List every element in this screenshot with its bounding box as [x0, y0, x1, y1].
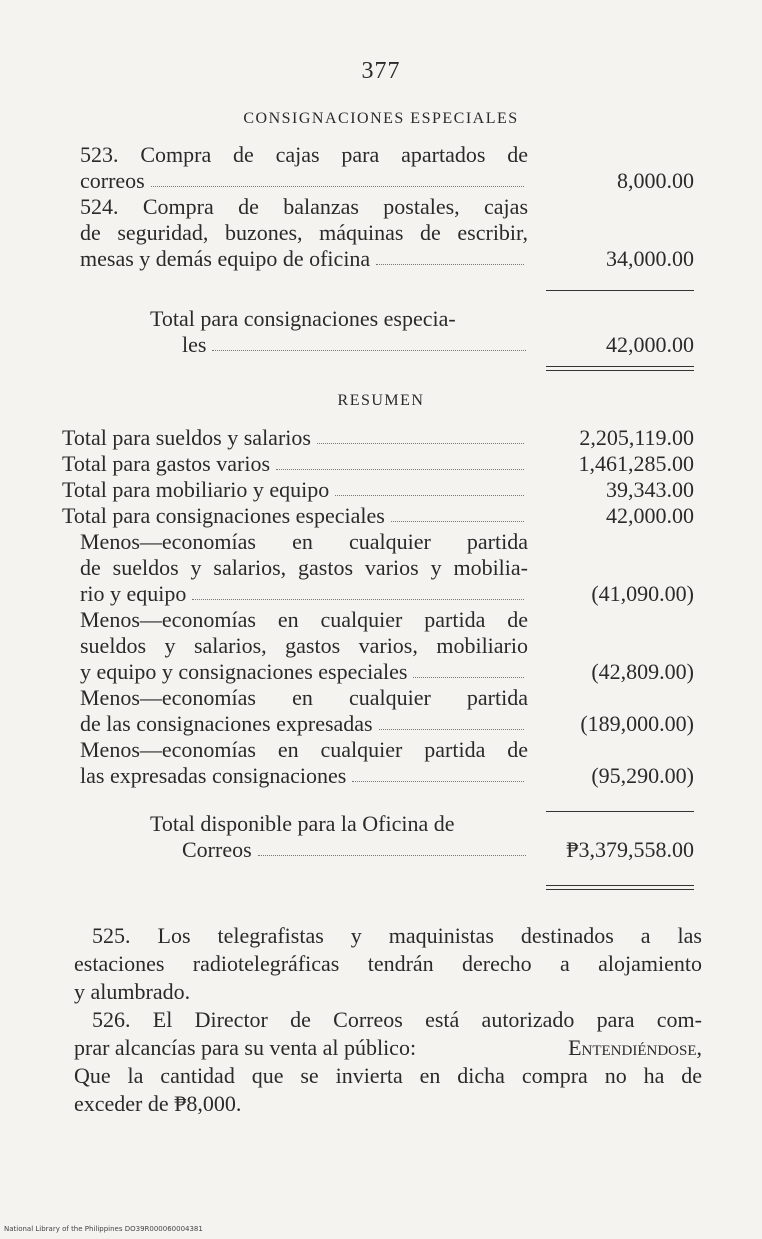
item-524-text-line: de seguridad, buzones, máquinas de escribir, [80, 220, 528, 245]
summary-row-label: Total para mobiliario y equipo [62, 477, 330, 502]
summary-row-label: Total para consignaciones especiales [62, 503, 385, 528]
leader-dots [335, 477, 524, 496]
section-526-line: exceder de ₱8,000. [74, 1091, 242, 1116]
item-523 [0, 142, 762, 194]
summary-row-amount: (42,809.00) [591, 659, 694, 684]
section-526-line: Que la cantidad que se invierta en dicha compra no ha de [74, 1063, 702, 1088]
leader-dots [413, 659, 524, 678]
special-total-amount: 42,000.00 [606, 332, 694, 357]
summary-heading: RESUMEN [337, 392, 425, 409]
leader-dots [352, 763, 524, 782]
special-total-text-line: les [182, 332, 207, 357]
item-524-amount: 34,000.00 [606, 246, 694, 271]
summary-row-label: Total para gastos varios [62, 451, 271, 476]
summary-total-text-line: Correos [182, 837, 252, 862]
leader-dots [379, 711, 524, 730]
total-double-rule [546, 366, 694, 371]
summary-total [0, 811, 762, 863]
item-524-text-line: mesas y demás equipo de oficina [80, 246, 371, 271]
section-526 [74, 1006, 702, 1118]
special-total-text-line: Total para consignaciones especia- [150, 306, 456, 331]
summary-row-menos-4 [0, 737, 762, 789]
summary-row-especiales [0, 503, 762, 529]
summary-row-text-line: las expresadas consignaciones [80, 763, 347, 788]
summary-ledger [0, 425, 762, 863]
summary-row-text-line: de sueldos y salarios, gastos varios y mobilia- [80, 555, 528, 580]
leader-dots [276, 451, 524, 470]
summary-row-amount: (189,000.00) [580, 711, 694, 736]
section-525-line: estaciones radiotelegráficas tendrán derecho a alojamiento [74, 951, 702, 976]
item-524-text-line: 524. Compra de balanzas postales, cajas [80, 194, 528, 219]
summary-row-menos-2 [0, 607, 762, 685]
total-double-rule [546, 885, 694, 890]
summary-row-amount: 1,461,285.00 [578, 451, 694, 476]
leader-dots [212, 332, 526, 351]
summary-row-text-line: sueldos y salarios, gastos varios, mobiliario [80, 633, 528, 658]
subtotal-rule [546, 290, 694, 291]
library-footer-note: National Library of the Philippines DO39R000060004381 [4, 1225, 203, 1233]
item-523-text-line: 523. Compra de cajas para apartados de [80, 142, 528, 167]
summary-row-amount: (95,290.00) [591, 763, 694, 788]
page-number: 377 [361, 58, 401, 84]
leader-dots [376, 246, 524, 265]
leader-dots [192, 581, 524, 600]
section-525-line: y alumbrado. [74, 979, 191, 1004]
leader-dots [258, 837, 526, 856]
summary-row-menos-3 [0, 685, 762, 737]
summary-row-amount: 2,205,119.00 [579, 425, 694, 450]
summary-row-mobiliario [0, 477, 762, 503]
summary-row-gastos [0, 451, 762, 477]
summary-row-text-line: Menos—economías en cualquier partida de [80, 607, 528, 632]
summary-row-sueldos [0, 425, 762, 451]
summary-row-amount: 39,343.00 [606, 477, 694, 502]
leader-dots [151, 168, 524, 187]
summary-total-text-line: Total disponible para la Oficina de [150, 811, 455, 836]
item-524 [0, 194, 762, 272]
summary-row-text-line: rio y equipo [80, 581, 187, 606]
section-526-line: prar alcancías para su venta al público: [74, 1035, 417, 1060]
section-526-line: 526. El Director de Correos está autorizado para com- [92, 1007, 702, 1032]
summary-row-label: Total para sueldos y salarios [62, 425, 311, 450]
section-525-line: 525. Los telegrafistas y maquinistas destinados a las [92, 923, 702, 948]
summary-row-text-line: de las consignaciones expresadas [80, 711, 373, 736]
leader-dots [317, 425, 524, 444]
summary-row-text-line: y equipo y consignaciones especiales [80, 659, 408, 684]
summary-row-text-line: Menos—economías en cualquier partida de [80, 737, 528, 762]
section-525 [74, 922, 702, 1006]
section-526-proviso-keyword: Entendiéndose, [568, 1035, 702, 1060]
item-523-amount: 8,000.00 [617, 168, 694, 193]
leader-dots [391, 503, 524, 522]
summary-row-amount: (41,090.00) [591, 581, 694, 606]
summary-row-text-line: Menos—economías en cualquier partida [80, 529, 528, 554]
summary-row-amount: 42,000.00 [606, 503, 694, 528]
special-appropriations-heading: CONSIGNACIONES ESPECIALES [243, 110, 519, 127]
item-523-text-line: correos [80, 168, 145, 193]
summary-total-amount: ₱3,379,558.00 [566, 837, 694, 862]
summary-row-menos-1 [0, 529, 762, 607]
special-total [0, 306, 762, 358]
summary-row-text-line: Menos—economías en cualquier partida [80, 685, 528, 710]
special-appropriations-ledger [0, 142, 762, 358]
